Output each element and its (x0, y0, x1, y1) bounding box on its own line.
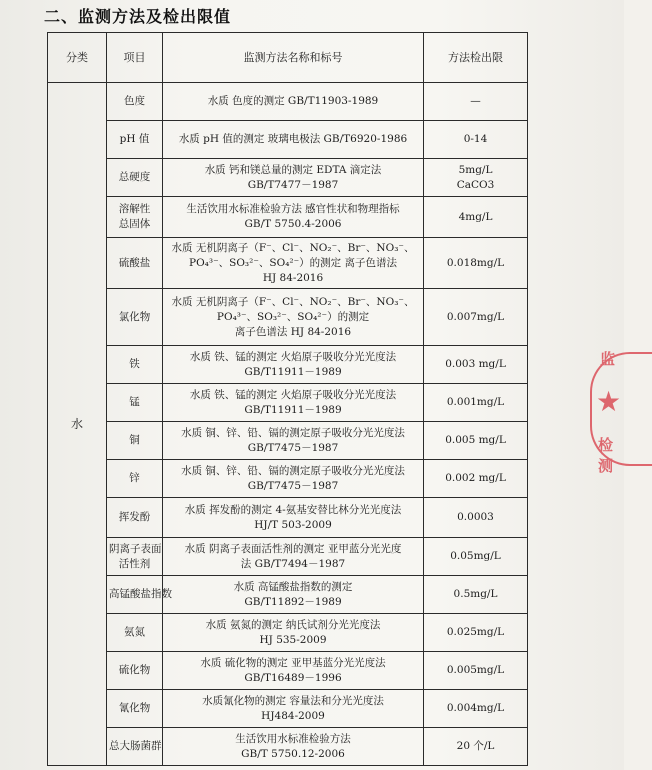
limit-cell-line: 0.005mg/L (446, 664, 505, 676)
limit-cell (424, 238, 528, 289)
table-row (48, 576, 528, 614)
header-category: 分类 (48, 33, 107, 83)
method-cell-line: 水质氰化物的测定 容量法和分光光度法 (202, 694, 384, 707)
method-cell-line: GB/T7475－1987 (247, 441, 339, 454)
item-cell-line: 活性剂 (118, 557, 151, 570)
item-cell (107, 238, 163, 289)
limit-cell (424, 422, 528, 460)
item-cell-line: 锌 (129, 472, 140, 484)
item-cell-line: 硫酸盐 (118, 256, 151, 269)
method-cell-line: HJ484-2009 (261, 709, 325, 722)
method-cell-line: 法 GB/T7494－1987 (240, 557, 346, 570)
section-heading: 二、监测方法及检出限值 (44, 7, 232, 26)
method-cell-line: 水质 高锰酸盐指数的测定 (233, 580, 353, 593)
limit-cell-line: 0.007mg/L (446, 310, 505, 323)
method-cell-line: HJ 535-2009 (259, 633, 327, 646)
method-cell (163, 498, 424, 538)
table-row (48, 159, 528, 197)
method-cell-line: GB/T11911－1989 (244, 403, 342, 416)
method-cell-line: 水质 氨氮的测定 纳氏试剂分光光度法 (205, 618, 381, 631)
limit-cell (424, 83, 528, 121)
stamp-text-bottom: 检测 (598, 436, 614, 475)
item-cell-line: 阴离子表面 (109, 542, 162, 555)
table-row (48, 346, 528, 384)
table-row (48, 238, 528, 289)
method-cell-line: 水质 铜、锌、铅、镉的测定原子吸收分光光度法 (181, 464, 405, 477)
table-row (48, 83, 528, 121)
limit-cell (424, 576, 528, 614)
item-cell (107, 498, 163, 538)
item-cell (107, 652, 163, 690)
item-cell (107, 728, 163, 766)
method-cell-line: PO₄³⁻、SO₃²⁻、SO₄²⁻）的测定 (216, 310, 370, 323)
method-cell (163, 384, 424, 422)
limit-cell (424, 728, 528, 766)
limit-cell-line: 5mg/L (458, 163, 493, 176)
method-cell-line: 水质 硫化物的测定 亚甲基蓝分光光度法 (200, 656, 386, 669)
table-row (48, 121, 528, 159)
method-cell-line: 水质 无机阴离子（F⁻、Cl⁻、NO₂⁻、Br⁻、NO₃⁻、 (171, 295, 415, 308)
limit-cell-line: 0.005 mg/L (445, 434, 506, 446)
header-limit: 方法检出限 (424, 33, 528, 83)
method-cell-line: 水质 色度的测定 GB/T11903-1989 (207, 95, 379, 107)
item-cell-line: 高锰酸盐指数 (109, 588, 172, 600)
stamp-text-top: 监 (600, 350, 616, 368)
item-cell-line: 硫化物 (118, 664, 151, 676)
table-row (48, 614, 528, 652)
item-cell-line: 总固体 (118, 218, 151, 230)
method-cell-line: GB/T16489－1996 (244, 671, 342, 684)
method-cell (163, 159, 424, 197)
table-row (48, 498, 528, 538)
limit-cell (424, 498, 528, 538)
item-cell (107, 197, 163, 238)
method-cell-line: GB/T 5750.4-2006 (244, 218, 342, 230)
limit-cell-line: — (470, 95, 481, 107)
item-cell-line: 色度 (124, 95, 145, 107)
limit-cell-line: 0-14 (463, 133, 488, 145)
table-row (48, 384, 528, 422)
method-cell-line: 水质 铁、锰的测定 火焰原子吸收分光光度法 (189, 350, 397, 363)
method-cell-line: 水质 挥发酚的测定 4-氨基安替比林分光光度法 (184, 503, 402, 516)
table-row (48, 289, 528, 346)
item-cell (107, 346, 163, 384)
limit-cell-line: 0.018mg/L (446, 256, 505, 269)
method-cell-line: PO₄³⁻、SO₃²⁻、SO₄²⁻）的测定 离子色谱法 (189, 256, 397, 269)
method-cell-line: HJ 84-2016 (262, 271, 324, 284)
item-cell (107, 422, 163, 460)
item-cell (107, 384, 163, 422)
limit-cell-line: 0.5mg/L (453, 588, 498, 600)
star-icon: ★ (596, 385, 622, 418)
method-cell-line: 水质 铁、锰的测定 火焰原子吸收分光光度法 (189, 388, 397, 401)
method-cell (163, 83, 424, 121)
method-cell-line: 水质 无机阴离子（F⁻、Cl⁻、NO₂⁻、Br⁻、NO₃⁻、 (171, 241, 415, 254)
limit-cell-line: 4mg/L (458, 210, 493, 223)
item-cell (107, 538, 163, 576)
item-cell (107, 690, 163, 728)
item-cell-line: 氨氮 (124, 626, 145, 638)
header-item: 项目 (107, 33, 163, 83)
table-row (48, 652, 528, 690)
method-cell-line: GB/T11911－1989 (244, 365, 342, 378)
item-cell-line: 总大肠菌群 (109, 740, 162, 752)
header-method: 监测方法名称和标号 (163, 33, 424, 83)
method-cell-line: 水质 铜、锌、铅、镉的测定原子吸收分光光度法 (181, 426, 405, 439)
table-row (48, 460, 528, 498)
item-cell-line: 氯化物 (118, 310, 151, 323)
limit-cell-line: CaCO3 (456, 178, 495, 191)
method-cell (163, 652, 424, 690)
table-row (48, 690, 528, 728)
limit-cell (424, 538, 528, 576)
method-cell (163, 422, 424, 460)
method-cell-line: 水质 钙和镁总量的测定 EDTA 滴定法 (204, 163, 382, 176)
method-cell (163, 538, 424, 576)
method-cell (163, 614, 424, 652)
item-cell (107, 289, 163, 346)
method-cell-line: 水质 阴离子表面活性剂的测定 亚甲蓝分光光度 (184, 542, 402, 555)
item-cell-line: pH 值 (119, 133, 150, 145)
table-row (48, 422, 528, 460)
table-row (48, 728, 528, 766)
limit-cell (424, 289, 528, 346)
limit-cell-line: 0.001mg/L (446, 396, 505, 408)
limit-cell (424, 346, 528, 384)
category-cell: 水 (48, 83, 107, 766)
method-cell-line: HJ/T 503-2009 (254, 518, 332, 531)
table-row (48, 197, 528, 238)
item-cell (107, 614, 163, 652)
methods-table (47, 32, 528, 766)
limit-cell-line: 0.003 mg/L (445, 358, 506, 370)
method-cell-line: GB/T7477－1987 (247, 178, 339, 191)
limit-cell (424, 652, 528, 690)
limit-cell (424, 197, 528, 238)
limit-cell-line: 0.004mg/L (446, 702, 505, 714)
limit-cell (424, 460, 528, 498)
limit-cell-line: 0.025mg/L (446, 626, 505, 638)
method-cell-line: 离子色谱法 HJ 84-2016 (234, 325, 352, 338)
limit-cell (424, 121, 528, 159)
item-cell-line: 总硬度 (118, 171, 151, 183)
limit-cell-line: 0.0003 (457, 511, 494, 523)
limit-cell (424, 384, 528, 422)
item-cell (107, 460, 163, 498)
table-header-row (48, 33, 528, 83)
method-cell-line: GB/T 5750.12-2006 (241, 747, 345, 760)
red-seal-stamp (590, 348, 624, 475)
limit-cell (424, 690, 528, 728)
item-cell (107, 121, 163, 159)
method-cell (163, 238, 424, 289)
method-cell-line: GB/T11892－1989 (244, 595, 342, 608)
limit-cell (424, 614, 528, 652)
method-cell (163, 121, 424, 159)
item-cell-line: 挥发酚 (118, 511, 151, 523)
item-cell-line: 溶解性 (118, 203, 151, 215)
limit-cell-line: 0.05mg/L (450, 550, 501, 562)
method-cell-line: GB/T7475－1987 (247, 479, 339, 492)
item-cell-line: 锰 (129, 396, 140, 408)
item-cell (107, 83, 163, 121)
method-cell (163, 197, 424, 238)
method-cell (163, 460, 424, 498)
method-cell-line: 生活饮用水标准检验方法 感官性状和物理指标 (186, 203, 400, 215)
limit-cell (424, 159, 528, 197)
limit-cell-line: 20 个/L (456, 740, 495, 752)
item-cell (107, 159, 163, 197)
method-cell (163, 690, 424, 728)
limit-cell-line: 0.002 mg/L (445, 472, 506, 484)
item-cell-line: 氰化物 (118, 702, 151, 714)
item-cell (107, 576, 172, 614)
item-cell-line: 铁 (129, 358, 140, 370)
method-cell (163, 576, 424, 614)
method-cell-line: 水质 pH 值的测定 玻璃电极法 GB/T6920-1986 (178, 133, 408, 145)
method-cell (163, 346, 424, 384)
method-cell-line: 生活饮用水标准检验方法 (235, 732, 351, 745)
method-cell (163, 728, 424, 766)
method-cell (163, 289, 424, 346)
table-row (48, 538, 528, 576)
item-cell-line: 铜 (129, 434, 140, 446)
